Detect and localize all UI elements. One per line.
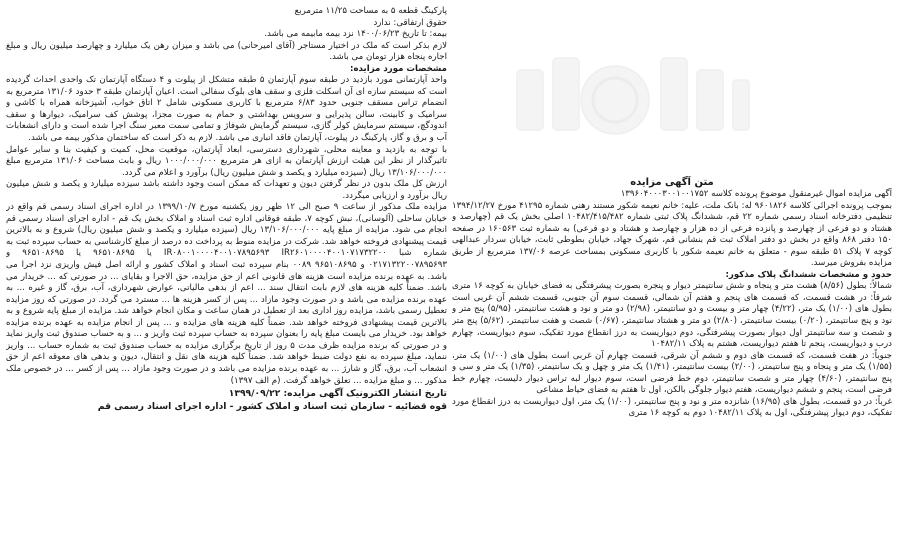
- notice-title: متن آگهی مزایده: [630, 177, 714, 188]
- specs-paragraph: واحد آپارتمانی مورد بازدید در طبقه سوم آپارتمان ۵ طبقه متشکل از پیلوت و ۴ دستگاه آپارتمان تک واحدی احداث گردیده است که سیستم سازه ای آن اسکلت فلزی و سقف های بلوک سفالی است. اعیان آپارتمان طبقه ۳ حدود ۱۳۱/۰۶ مترمربع به انضمام تراس مسقف جنوبی حدود ۶/۸۳ مترمربع با کاربری مسکونی شامل ۲ اتاق خواب، آشپزخانه همراه با کاشی و سرامیک و کابینت، سالن پذیرایی و سرویس بهداشتی و حمام به صورت مجزا، پوشش کف سرامیک، دیوارها و سقف اندودگچ، سیستم سرمایش کولر گازی، سیستم گرمایش شوفاژ و تمامی سمت معبر سنگ اجرا شده است و دارای انشعابات آب و برق و گاز، پارکینگ در پیلوت، آپارتمان فاقد انباری می باشد. لازم به ذکر است که ساختمان مذکور بیمه می باشد.: [6, 75, 447, 144]
- specs-heading: مشخصات مورد مزایده:: [350, 63, 447, 74]
- south-boundaries: جنوباً: در هفت قسمت، که قسمت های دوم و ششم آن شرقی، قسمت چهارم آن غربی است بطول های (۱/۰۰) یک متر، (۱/۵۵) یک متر و پنجاه و پنج سانتیمتر، (۲/۰۰) بیست سانتیمتر، (۱/۴۱) یک متر و چهل و یک سانتیمتر، (۱/۳۵) یک متر و سی و پنج سانتیمتر، (۴/۶۰) چهار متر و شصت سانتیمتر، دوم خط فرضی است، سوم دیوار لبه تراس دیوار دلیست، چهارم خط فرضی است، پنجم و ششم دیواریست، هفتم دیوار جلوگی بالکن، اول تا هفتم به فضای حیاط مشاعی: [452, 350, 892, 396]
- right-column: [452, 176, 892, 536]
- case-paragraph: بموجب پرونده اجرائی کلاسه ۹۶۰۱۸۲۶ له: بانک ملت، علیه: خانم نعیمه شکور مستند رهنی شماره ۴۱۲۹۵ مورخ ۱۳۹۴/۱۲/۲۷ تنظیمی دفترخانه اسناد رسمی شماره ۲۲ قم، ششدانگ پلاک ثبتی شماره ۱۰۴۸۲/۴۱۵/۴۸۲ اصلی بخش یک قم (چهارصد و هشتاد و دو فرعی از چهارصد و پانزده فرعی از ده هزار و چهارصد و هشتاد و دو فرعی) به شماره ثبت ۱۶۰۵۶۳ در صفحه ۱۵۰ دفتر ۸۶۸ واقع در بخش دو دفتر املاک ثبت قم بنشانی قم، شهرک جهاد، خیابان بطوطی ثابت، خیابان سردار عبدالهی کوچه ۷ پلاک ۵۱ طبقه سوم - متعلق به خانم نعیمه شکور با کاربری مسکونی بمساحت عرصه ۱۳۷/۰۶ مترمربع از طریق مزایده بفروش میرسد.: [452, 200, 892, 269]
- publication-date: تاریخ انتشار الکترونیک آگهی مزایده: ۱۳۹۹/۰۹/۲۲: [228, 388, 447, 400]
- parking-line: پارکینگ قطعه ۵ به مساحت ۱۱/۲۵ مترمربع: [294, 6, 447, 16]
- boundaries-heading: حدود و مشخصات ششدانگ پلاک مذکور:: [725, 269, 892, 280]
- issuer-line: قوه قضائیه - سازمان ثبت اسناد و املاک کشور - اداره اجرای اسناد رسمی قم: [97, 401, 447, 413]
- valuation-paragraph: با توجه به بازدید و معاینه محلی، شهرداری دسترسی، ابعاد آپارتمان، موقعیت محل، کمیت و کیفیت بنا و سایر عوامل تاثیرگذار از نظر این هیئت ارزش آپارتمان به ازای هر مترمربع ۱۰۰۰/۰۰۰/۰۰۰ ریال و بابت مساحت ۱۳۱/۰۶ مترمربع مبلغ ۱۳/۱۰۶/۰۰۰/۰۰۰ ریال (سیزده میلیارد و یکصد و شش میلیون ریال) برآورد و اعلام می گردد.: [6, 144, 447, 178]
- auction-terms-paragraph: مزایده ملک مذکور از ساعت ۹ صبح الی ۱۲ ظهر روز یکشنبه مورخ ۱۳۹۹/۱۰/۷ در اداره اجرای اسناد رسمی قم واقع در خیابان ساحلی (آلوسانی)، نبش کوچه ۷، طبقه فوقانی اداره ثبت اسناد و املاک بخش یک قم - اداره اجرای اسناد رسمی قم انجام می شود. مزایده از مبلغ پایه ۱۳/۱۰۶/۰۰۰/۰۰۰ ریال (سیزده میلیارد و یکصد و شش میلیون ریال) شروع و به بالاترین قیمت پیشنهادی فروخته خواهد شد. شرکت در مزایده منوط به پرداخت ده درصد از مبلغ کارشناسی به حساب سپرده ثبت به شماره شبا IR۰۸۰۰۱۰۰۰۰۴۰۰۱۰۷۸۹۵۶۹۳ IR۲۶۰۱۰۰۰۰۴۰۰۱۰۷۱۷۳۲۲۰۰ یا ۹۶۵۱۰۸۶۹۵ یا ۹۶۵۱۰۸۶۹۵ و ۰۲۱۷۱۳۲۲۰۰۷۸۹۵۶۹۳ و ۹۶۵۱۰۸۶۹۵ ۰۰۸۹ بنام سپرده ثبت اسناد و املاک کشور و ارائه اصل فیش واریزی نزد اجرا می باشد. به عهده برنده مزایده است هزینه های قانونی اعم از حق مزایده، حق الاجرا و بقایای ... در صورتی که ... خریدار می باشد. ضمناً کلیه هزینه های لازم بابت انتقال سند ... اعم از بدهی مالیاتی، عوارض شهرداری، آب، برق، گاز و غیره ... به عهده برنده مزایده می باشد و در صورت وجود مازاد ... پس از کسر هزینه ها ... مسترد می گردد. در صورتی که روز مزایده تعطیل رسمی باشد، مزایده روز اداری بعد از تعطیل در همان ساعت و مکان انجام خواهد شد. مزایده از مبلغ پایه شروع و به بالاترین قیمت پیشنهادی فروخته خواهد شد. ضمناً کلیه هزینه های مزایده و ... پس از انجام مزایده به عهده برنده مزایده خواهد بود. خریدار می بایست مبلغ پایه را بعنوان سپرده به حساب سپرده ثبت واریز و ... و به حساب صندوق ثبت واریز نماید و در صورتی که برنده مزایده ظرف مدت ۵ روز از تاریخ برگزاری مزایده به حساب صندوق ثبت به شماره حساب ... واریز ننماید، مبلغ سپرده به نفع دولت ضبط خواهد شد. ضمناً کلیه هزینه های نقل و انتقال، دیون و بدهی های معوقه اعم از حق انشعاب آب، برق، گاز و شارژ ... به عهده برنده مزایده می باشد و در صورت وجود مازاد ... پس از کسر ... در خصوص ملک مذکور ... و مبلغ مزایده ... تعلق خواهد گرفت. (م الف ۱۳۹۷): [6, 202, 447, 386]
- total-value-paragraph: ارزش کل ملک بدون در نظر گرفتن دیون و تعهدات که ممکن است وجود داشته باشد سیزده میلیارد و یکصد و شش میلیون ریال برآورد و ارزیابی میگردد.: [6, 179, 447, 201]
- left-column: [6, 6, 447, 534]
- watermark-logo-graphic: [505, 40, 755, 160]
- watermark-logo: [505, 40, 755, 160]
- case-line: آگهی مزایده اموال غیرمنقول موضوع پرونده کلاسه ۱۳۹۶۰۴۰۰۰۳۰۰۱۰۰۱۷۵۲: [620, 189, 892, 199]
- west-boundaries: غرباً: در دو قسمت، بطول های (۱۶/۹۵) شانزده متر و نود و پنج سانتیمتر، (۱/۰۰) یک متر، اول دیواریست به درز انقطاع مورد تفکیک، دوم دیوار پیشرفتگی، اول به پلاک ۱۰۴۸۲/۱۱ دوم به کوچه ۱۶ متری: [452, 396, 892, 419]
- easement-line: حقوق ارتفاقی: ندارد: [373, 17, 447, 28]
- insurance-line: بیمه: تا تاریخ ۱۴۰۰/۰۶/۲۳ نزد بیمه مابیمه می باشد.: [264, 29, 447, 40]
- north-east-boundaries: شمالاً: بطول (۸/۵۶) هشت متر و پنجاه و شش سانتیمتر دیوار و پنجره بصورت پیشرفتگی به فضای خیابان به کوچه ۱۶ متری شرقاً: در هشت قسمت، که قسمت های پنجم و هفتم آن شمالی، قسمت سوم آن جنوبی، قسمت ششم آن غربی است بطول های (۱/۰۰) یک متر، (۴/۲۲) چهار متر و بیست و دو سانتیمتر، (۲/۹۸) دو متر و نود و هشت سانتیمتر، (۵/۹۵) پنج متر و نود و پنج سانتیمتر، (۰/۲۰) بیست سانتیمتر، (۲/۸۰) دو متر و هشتاد سانتیمتر، (۰/۶۷) شصت و هفت سانتیمتر، (۵/۶۲) پنج متر و شصت و سه سانتیمتر اول دیوار بصورت پیشرفتگی، دوم دیواریست به درز انقطاع مورد تفکیک، سوم دیواریست، چهارم درب و دیواریست، پنجم تا هفتم دیواریست، هشتم به پلاک ۱۰۴۸۲/۱۱: [452, 281, 892, 350]
- tenant-line: لازم بذکر است که ملک در اختیار مستاجر (آقای امیرحانی) می باشد و میزان رهن یک میلیارد و چهارصد میلیون ریال و مبلغ اجاره پنجاه هزار تومان می باشد.: [6, 40, 447, 63]
